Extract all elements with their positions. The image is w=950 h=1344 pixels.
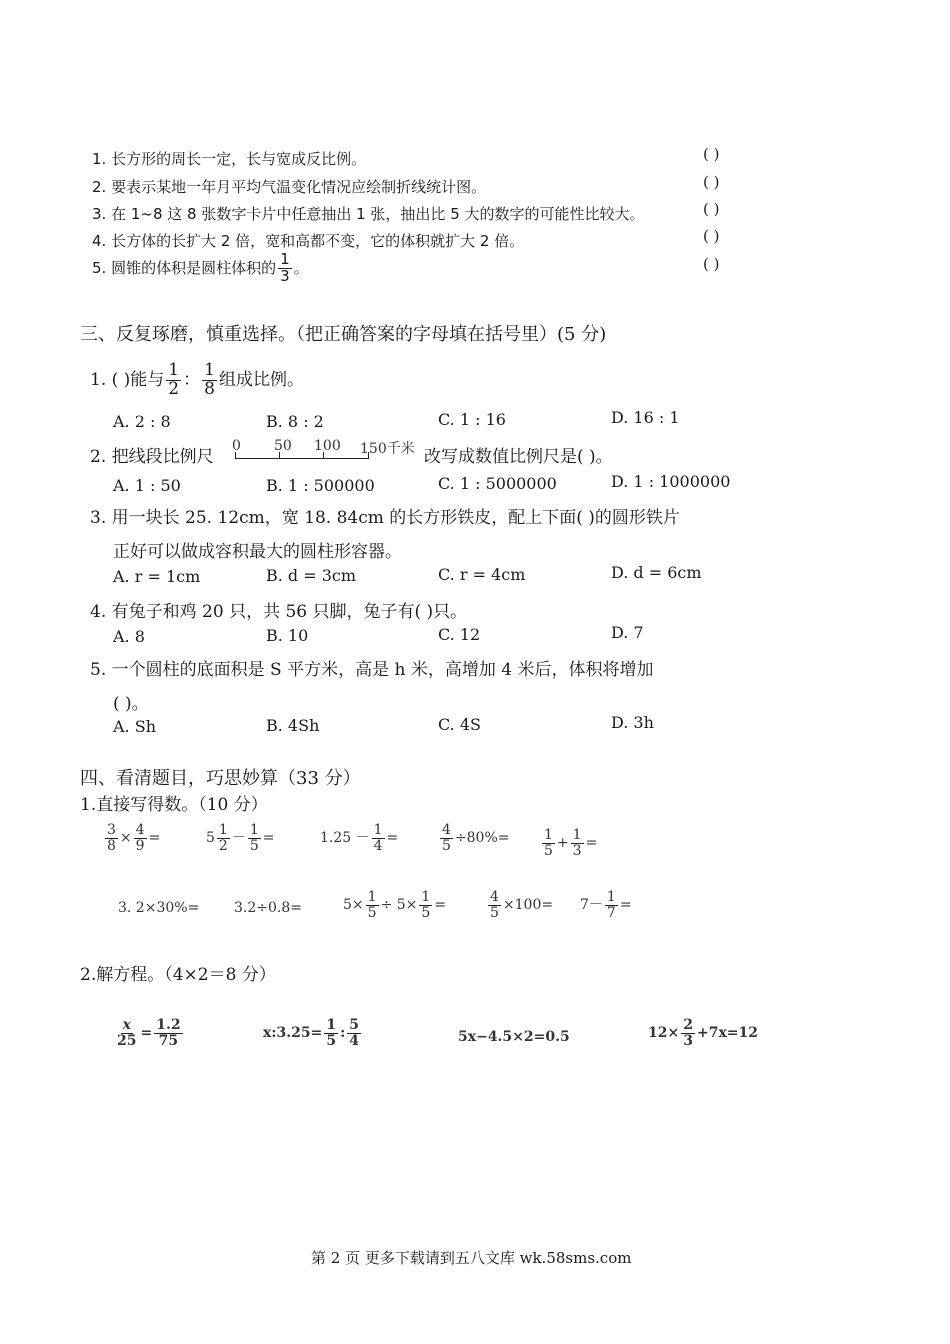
tf-item-2: 2. 要表示某地一年月平均气温变化情况应绘制折线统计图。 — [92, 178, 487, 196]
fraction: $\frac{1.2}{75}$ — [156, 1017, 181, 1049]
scale-tick — [235, 452, 236, 458]
s3-q5-option-a: A. Sh — [113, 717, 156, 736]
s3-q3-option-a: A. r = 1cm — [113, 567, 201, 586]
s3-q1: 1. ( )能与 $\frac{1}{2}$ ： $\frac{1}{8}$ 组成比例。 — [90, 360, 304, 399]
fraction: $\frac{1}{5}$ — [249, 822, 259, 854]
s3-q3-option-b: B. d = 3cm — [266, 566, 357, 585]
s3-q2-option-a: A. 1 : 50 — [113, 476, 181, 495]
fraction: $\frac{4}{9}$ — [135, 822, 145, 854]
fraction: $\frac{1}{8}$ — [204, 360, 215, 399]
fraction: $\frac{1}{5}$ — [421, 889, 431, 921]
scale-tick — [323, 452, 324, 458]
page-footer: 第 2 页 更多下载请到五八文库 wk.58sms.com — [311, 1249, 632, 1267]
tf-answer-paren-4: ( ) — [703, 227, 720, 245]
fraction: $\frac{2}{3}$ — [683, 1017, 693, 1049]
tf-answer-paren-3: ( ) — [703, 200, 720, 218]
tf-answer-paren-1: ( ) — [703, 145, 720, 163]
s3-q2-option-b: B. 1 : 500000 — [266, 476, 375, 495]
s3-q2-text: 2. 把线段比例尺 — [90, 447, 214, 467]
tf-item-5: 5. 圆锥的体积是圆柱体积的 $\frac{1}{3}$ 。 — [92, 250, 309, 285]
s3-q5-option-c: C. 4S — [438, 715, 481, 734]
tf-item-5-text: 5. 圆锥的体积是圆柱体积的 — [92, 258, 277, 277]
calc-r1-e3: 1.25 － $\frac{1}{4}$ = — [320, 822, 399, 854]
s3-q2-option-c: C. 1 : 5000000 — [438, 474, 557, 493]
tf-item-3: 3. 在 1~8 这 8 张数字卡片中任意抽出 1 张，抽出比 5 大的数字的可能性比较大。 — [92, 205, 645, 223]
s3-q4-option-b: B. 10 — [266, 626, 309, 645]
equation-1: $\frac{x}{25}$ = $\frac{1.2}{75}$ — [117, 1017, 181, 1049]
calc-r1-e4: $\frac{4}{5}$ ÷80%= — [442, 822, 510, 854]
fraction: $\frac{1}{3}$ — [572, 827, 582, 859]
s3-q1-option-a: A. 2 : 8 — [113, 412, 171, 431]
s3-q4-option-a: A. 8 — [113, 627, 145, 646]
s3-q1-option-d: D. 16 : 1 — [611, 408, 680, 427]
fraction: $\frac{1}{2}$ — [218, 822, 228, 854]
calc-r2-e4: $\frac{4}{5}$ ×100= — [490, 889, 554, 921]
fraction: $\frac{4}{5}$ — [490, 889, 499, 921]
fraction: $\frac{3}{8}$ — [107, 822, 116, 854]
calc-r2-e1: 3. 2×30%= — [118, 900, 200, 916]
calc-r1-e2: 5 $\frac{1}{2}$ － $\frac{1}{5}$ = — [206, 822, 275, 854]
fraction: $\frac{1}{4}$ — [373, 822, 383, 854]
section4-sub2: 2.解方程。（4×2＝8 分） — [80, 965, 276, 985]
fraction: $\frac{1}{5}$ — [367, 889, 377, 921]
section4-heading: 四、看清题目，巧思妙算（33 分） — [80, 768, 361, 789]
fraction: $\frac{1}{5}$ — [544, 827, 553, 859]
fraction: $\frac{5}{4}$ — [349, 1017, 360, 1049]
calc-r2-e5: 7－ $\frac{1}{7}$ = — [580, 889, 632, 921]
s3-q5-line1: 5. 一个圆柱的底面积是 S 平方米，高是 h 米，高增加 4 米后，体积将增加 — [90, 660, 654, 680]
s3-q1-option-b: B. 8 : 2 — [266, 412, 324, 431]
scale-tick — [368, 452, 369, 458]
calc-r2-e2: 3.2÷0.8= — [234, 900, 302, 916]
fraction: $\frac{1}{5}$ — [326, 1017, 337, 1049]
equation-2: x:3.25= $\frac{1}{5}$ : $\frac{5}{4}$ — [263, 1017, 360, 1049]
fraction: $\frac{x}{25}$ — [117, 1017, 137, 1049]
line-segment-scale: 0 50 100 150千米 — [232, 438, 415, 457]
equation-4: 12× $\frac{2}{3}$ +7x=12 — [648, 1017, 758, 1049]
fraction: $\frac{4}{5}$ — [442, 822, 451, 854]
s3-q4-option-c: C. 12 — [438, 625, 481, 644]
s3-q4-option-d: D. 7 — [611, 623, 644, 642]
s3-q5-line2: ( )。 — [113, 694, 149, 714]
tf-answer-paren-2: ( ) — [703, 173, 720, 191]
s3-q4-text: 4. 有兔子和鸡 20 只，共 56 只脚，兔子有( )只。 — [90, 602, 468, 622]
s3-q2-suffix: 改写成数值比例尺是( )。 — [424, 447, 613, 467]
tf-item-4: 4. 长方体的长扩大 2 倍，宽和高都不变，它的体积就扩大 2 倍。 — [92, 232, 525, 250]
tf-answer-paren-5: ( ) — [703, 255, 720, 273]
calc-r1-e1: $\frac{3}{8}$ × $\frac{4}{9}$ = — [107, 822, 161, 854]
section4-sub1: 1.直接写得数。（10 分） — [80, 795, 268, 815]
s3-q3-option-d: D. d = 6cm — [611, 563, 702, 582]
s3-q3-option-c: C. r = 4cm — [438, 565, 526, 584]
fraction: $\frac{1}{2}$ — [168, 360, 180, 399]
s3-q2-option-d: D. 1 : 1000000 — [611, 472, 731, 491]
s3-q5-option-b: B. 4Sh — [266, 716, 320, 735]
calc-r1-e5: $\frac{1}{5}$ + $\frac{1}{3}$ = — [544, 827, 598, 859]
equation-3: 5x−4.5×2=0.5 — [458, 1029, 570, 1045]
s3-q1-option-c: C. 1 : 16 — [438, 410, 506, 429]
s3-q3-line2: 正好可以做成容积最大的圆柱形容器。 — [113, 542, 402, 562]
section3-heading: 三、反复琢磨，慎重选择。（把正确答案的字母填在括号里）(5 分) — [80, 324, 607, 345]
fraction: $\frac{1}{7}$ — [606, 889, 616, 921]
scale-line — [235, 458, 369, 459]
s3-q3-line1: 3. 用一块长 25. 12cm，宽 18. 84cm 的长方形铁皮，配上下面( )的圆形铁片 — [90, 508, 680, 528]
calc-r2-e3: 5× $\frac{1}{5}$ ÷ 5× $\frac{1}{5}$ = — [343, 889, 447, 921]
fraction: $\frac{1}{3}$ — [280, 250, 290, 285]
s3-q5-option-d: D. 3h — [611, 713, 654, 732]
scale-tick — [279, 452, 280, 458]
tf-item-1: 1. 长方形的周长一定，长与宽成反比例。 — [92, 150, 367, 168]
